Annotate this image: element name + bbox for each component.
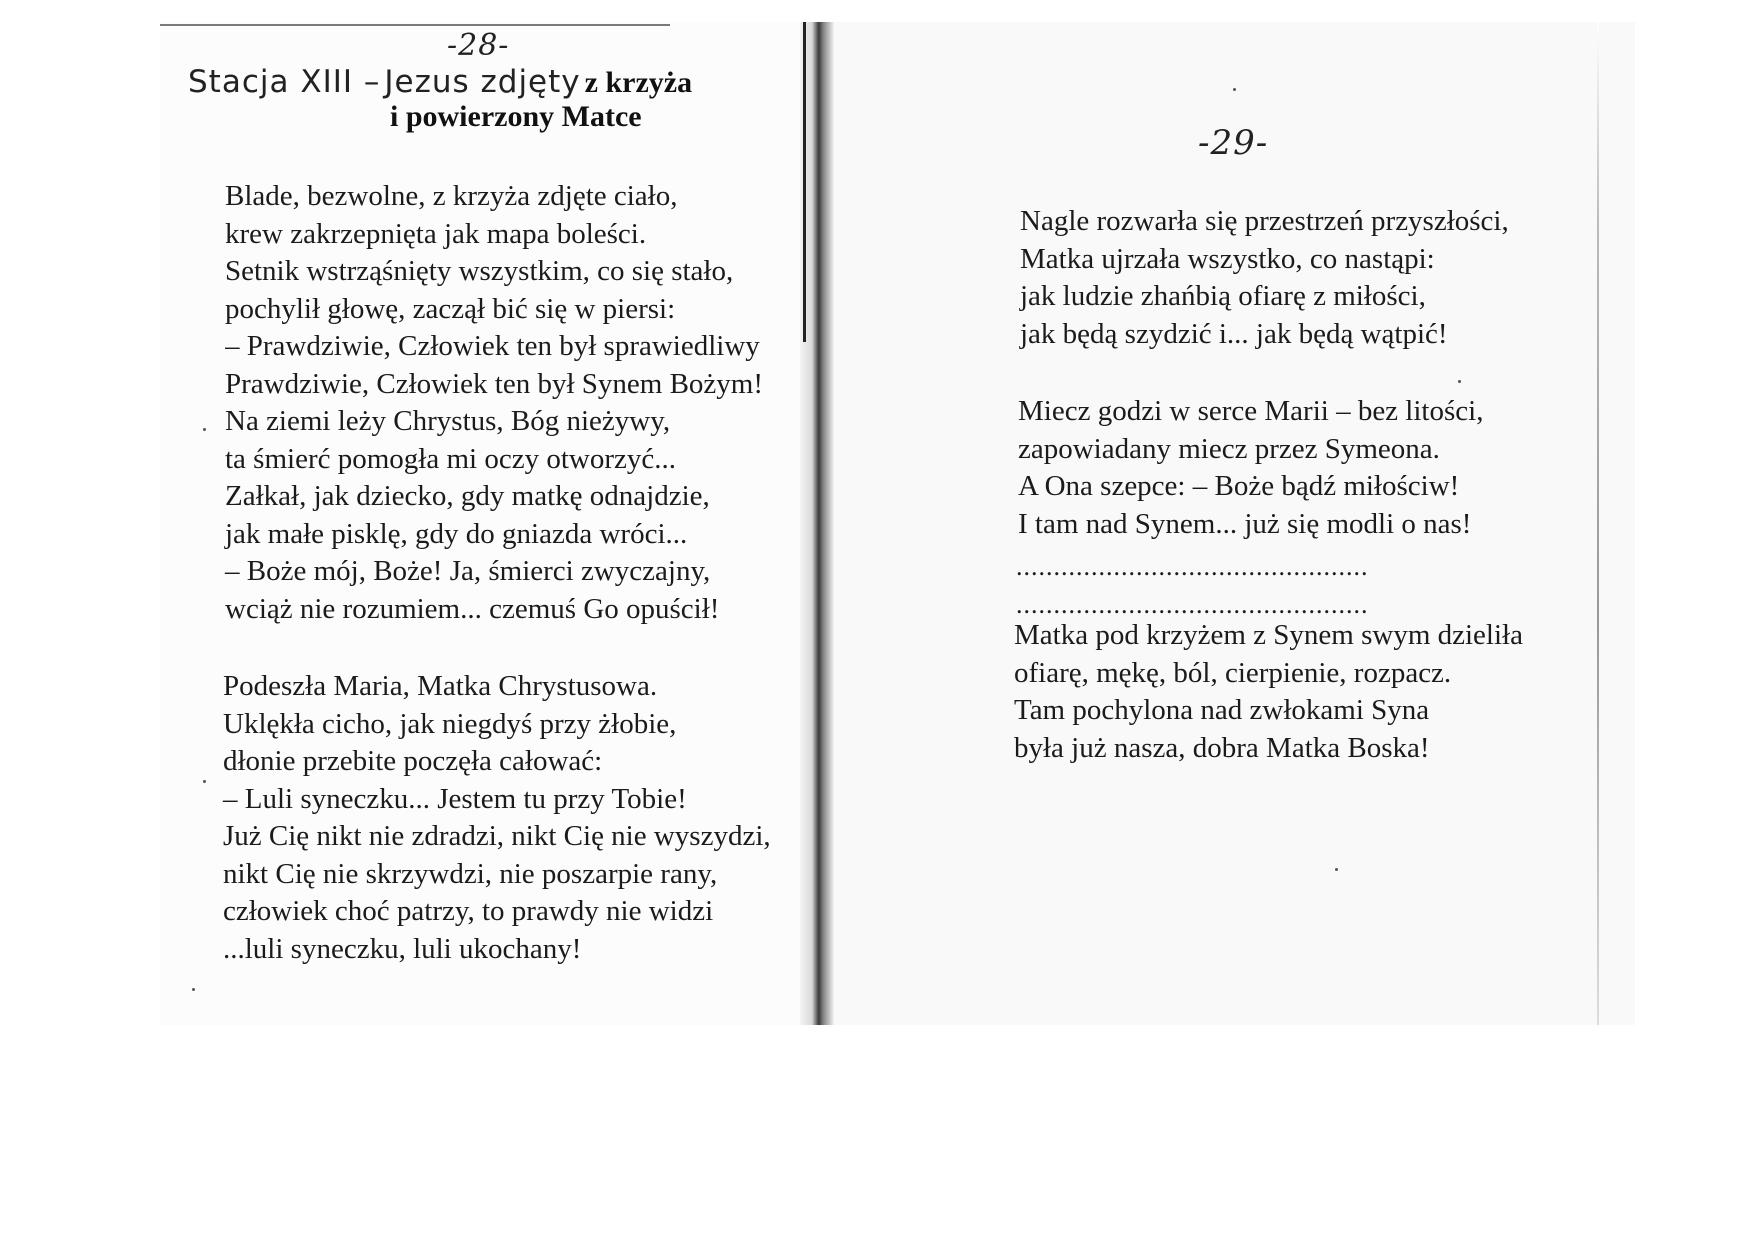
verse-line: ...luli syneczku, luli ukochany! xyxy=(223,932,582,965)
scan-top-edge xyxy=(160,24,670,26)
ellipsis-line: ............................................... xyxy=(1016,589,1369,619)
right-stanza-2 xyxy=(1018,393,1598,543)
verse-line: pochylił głowę, zaczął bić się w piersi: xyxy=(225,292,676,325)
verse-line: dłonie przebite poczęła całować: xyxy=(223,745,603,777)
verse-line: I tam nad Synem... już się modli o nas! xyxy=(1018,507,1472,540)
left-stanza-2 xyxy=(223,668,823,968)
verse-line: jak ludzie zhańbią ofiarę z miłości, xyxy=(1020,280,1426,312)
page-number-right: -29- xyxy=(1198,123,1269,163)
verse-line: – Prawdziwie, Człowiek ten był sprawiedliwy xyxy=(225,330,760,362)
station-title-handwritten-prefix: Stacja XIII – xyxy=(188,64,381,100)
scan-speck xyxy=(192,988,195,991)
verse-line: A Ona szepce: – Boże bądź miłościw! xyxy=(1018,470,1460,502)
verse-line: – Luli syneczku... Jestem tu przy Tobie! xyxy=(223,782,687,815)
verse-line: Prawdziwie, Człowiek ten był Synem Bożym! xyxy=(225,367,764,400)
verse-line: Uklękła cicho, jak niegdyś przy żłobie, xyxy=(223,707,677,740)
station-title-printed: z krzyża xyxy=(584,66,693,99)
station-title-handwritten-name: Jezus zdjęty xyxy=(384,64,581,100)
verse-line: Podeszła Maria, Matka Chrystusowa. xyxy=(223,670,658,702)
verse-line: zapowiadany miecz przez Symeona. xyxy=(1018,432,1440,465)
verse-line: człowiek choć patrzy, to prawdy nie widzi xyxy=(223,895,714,927)
scan-speck xyxy=(1335,868,1338,871)
verse-line: Matka pod krzyżem z Synem swym dzieliła xyxy=(1014,619,1523,651)
verse-line: Blade, bezwolne, z krzyża zdjęte ciało, xyxy=(225,180,678,212)
scan-speck xyxy=(203,780,206,783)
verse-line: ofiarę, mękę, ból, cierpienie, rozpacz. xyxy=(1014,656,1452,689)
page-number-left: -28- xyxy=(447,28,510,63)
verse-line: ta śmierć pomogła mi oczy otworzyć... xyxy=(225,442,676,475)
verse-line: krew zakrzepnięta jak mapa boleści. xyxy=(225,217,647,250)
verse-line: Miecz godzi w serce Marii – bez litości, xyxy=(1018,395,1484,427)
verse-line: Nagle rozwarła się przestrzeń przyszłości, xyxy=(1020,205,1509,237)
verse-line: Już Cię nikt nie zdradzi, nikt Cię nie wyszydzi, xyxy=(223,820,771,852)
left-stanza-1 xyxy=(225,178,805,628)
station-title-line2: i powierzony Matce xyxy=(390,100,642,133)
verse-line: Matka ujrzała wszystko, co nastąpi: xyxy=(1020,242,1435,275)
verse-line: wciąż nie rozumiem... czemuś Go opuścił! xyxy=(225,592,720,625)
verse-line: była już nasza, dobra Matka Boska! xyxy=(1014,731,1430,764)
verse-line: – Boże mój, Boże! Ja, śmierci zwyczajny, xyxy=(225,555,711,587)
verse-line: jak małe pisklę, gdy do gniazda wróci... xyxy=(225,517,688,550)
right-stanza-3 xyxy=(1014,617,1599,767)
verse-line: Na ziemi leży Chrystus, Bóg nieżywy, xyxy=(225,405,671,437)
verse-line: Załkał, jak dziecko, gdy matkę odnajdzie, xyxy=(225,480,710,512)
scan-speck xyxy=(1233,88,1236,91)
scan-speck xyxy=(1458,380,1461,383)
verse-line: Tam pochylona nad zwłokami Syna xyxy=(1014,694,1430,726)
ellipsis-block xyxy=(1016,548,1596,623)
ellipsis-line: ............................................... xyxy=(1016,552,1369,581)
scan-speck xyxy=(203,428,206,431)
verse-line: Setnik wstrząśnięty wszystkim, co się stało, xyxy=(225,255,734,287)
verse-line: jak będą szydzić i... jak będą wątpić! xyxy=(1020,317,1448,350)
right-stanza-1 xyxy=(1020,203,1600,353)
verse-line: nikt Cię nie skrzywdzi, nie poszarpie rany, xyxy=(223,857,718,890)
